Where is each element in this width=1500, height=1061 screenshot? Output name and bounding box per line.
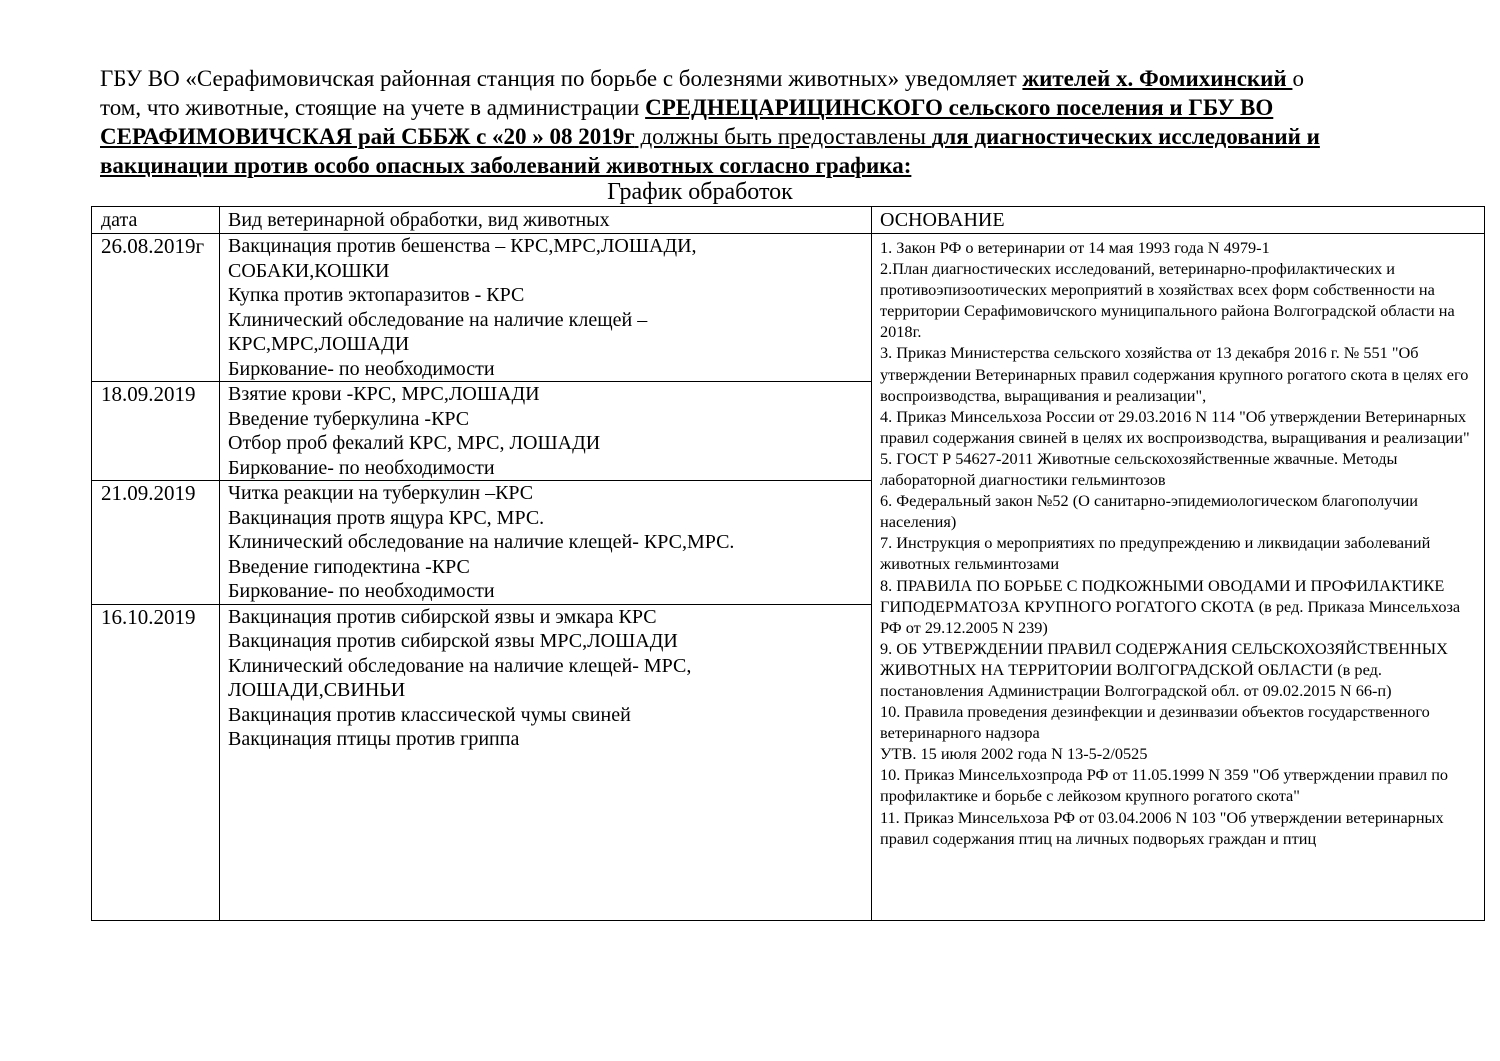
treatment-line: Отбор проб фекалий КРС, МРС, ЛОШАДИ bbox=[228, 432, 601, 454]
treatment-line: КРС,МРС,ЛОШАДИ bbox=[228, 333, 410, 355]
treatment-line: Вакцинация птицы против гриппа bbox=[228, 728, 520, 750]
row-date: 18.09.2019 bbox=[92, 382, 220, 481]
notice-administration: СРЕДНЕЦАРИЦИНСКОГО сельского поселения и ГБУ ВО bbox=[645, 95, 1274, 120]
basis-item: 9. ОБ УТВЕРЖДЕНИИ ПРАВИЛ СОДЕРЖАНИЯ СЕЛЬСКОХОЗЯЙСТВЕННЫХ ЖИВОТНЫХ НА ТЕРРИТОРИИ ВОЛГОГРАДСКОЙ ОБЛАСТИ (в ред. постановления Администрации Волгоградской обл. от 09.02.2015 N 66-п) bbox=[880, 638, 1448, 700]
table-header-row bbox=[92, 207, 1485, 234]
notice-purpose-2: вакцинации против особо опасных заболеваний животных согласно графика: bbox=[100, 153, 912, 178]
basis-item: 7. Инструкция о мероприятиях по предупреждению и ликвидации заболеваний животных гельминтозами bbox=[880, 533, 1431, 574]
notice-purpose-1: для диагностических исследований и bbox=[931, 124, 1320, 149]
notice-target-settlement: жителей х. Фомихинский bbox=[1022, 66, 1293, 91]
basis-item: 1. Закон РФ о ветеринарии от 14 мая 1993 года N 4979-1 bbox=[880, 238, 1270, 257]
treatment-line: Клинический обследование на наличие клещей- МРС, bbox=[228, 654, 692, 677]
basis-item: 11. Приказ Минсельхоза РФ от 03.04.2006 N 103 "Об утверждении ветеринарных правил содержания птиц на личных подворьях граждан и птиц bbox=[880, 807, 1444, 848]
notice-org-date: СЕРАФИМОВИЧСКАЯ рай СББЖ с «20 » 08 2019г bbox=[100, 124, 635, 149]
treatment-line: Вакцинация против сибирской язвы и эмкара КРС bbox=[228, 605, 657, 628]
treatment-line: Введение гиподектина -КРС bbox=[228, 555, 470, 578]
basis-item: 2.План диагностических исследований, ветеринарно-профилактических и противоэпизоотических мероприятий в хозяйствах всех форм собственности на территории Серафимовичского муниципального района Волгоградской области на 2018г. bbox=[880, 259, 1455, 342]
row-date: 21.09.2019 bbox=[92, 481, 220, 605]
notice-paragraph bbox=[100, 64, 1472, 180]
treatment-line: Биркование- по необходимости bbox=[228, 456, 495, 479]
treatment-line: Биркование- по необходимости bbox=[228, 357, 495, 380]
row-treatments bbox=[220, 604, 872, 920]
treatment-line: Клинический обследование на наличие клещей- КРС,МРС. bbox=[228, 531, 735, 553]
header-basis: ОСНОВАНИЕ bbox=[872, 207, 1485, 234]
notice-text-2: том, что животные, стоящие на учете в администрации bbox=[100, 95, 646, 120]
treatment-line: Клинический обследование на наличие клещей – bbox=[228, 308, 648, 331]
basis-item: 5. ГОСТ Р 54627-2011 Животные сельскохозяйственные жвачные. Методы лабораторной диагностики гельминтозов bbox=[880, 448, 1398, 490]
treatment-line: Вакцинация протв ящура КРС, МРС. bbox=[228, 506, 545, 529]
row-date: 16.10.2019 bbox=[92, 604, 220, 920]
table-row bbox=[92, 234, 1485, 382]
treatment-line: Взятие крови -КРС, МРС,ЛОШАДИ bbox=[228, 383, 540, 405]
notice-intro bbox=[100, 64, 1472, 180]
basis-list bbox=[872, 234, 1485, 921]
notice-text-3: должны быть предоставлены bbox=[634, 124, 932, 149]
row-treatments bbox=[220, 382, 872, 481]
header-date: дата bbox=[92, 207, 220, 234]
basis-item: 4. Приказ Минсельхоза России от 29.03.2016 N 114 "Об утверждении Ветеринарных правил содержания свиней в целях их воспроизводства, выращивания и реализации" bbox=[880, 406, 1470, 447]
header-treatment: Вид ветеринарной обработки, вид животных bbox=[220, 207, 872, 234]
treatment-line: Вакцинация против классической чумы свиней bbox=[228, 703, 631, 726]
schedule-table bbox=[91, 206, 1485, 921]
basis-item: 8. ПРАВИЛА ПО БОРЬБЕ С ПОДКОЖНЫМИ ОВОДАМИ И ПРОФИЛАКТИКЕ ГИПОДЕРМАТОЗА КРУПНОГО РОГАТОГО СКОТА (в ред. Приказа Минсельхоза РФ от 29.12.2005 N 239) bbox=[880, 575, 1461, 637]
basis-item: 10. Правила проведения дезинфекции и дезинвазии объектов государственного ветеринарного надзора bbox=[880, 702, 1430, 743]
basis-item: 6. Федеральный закон №52 (О санитарно-эпидемиологическом благополучии населения) bbox=[880, 491, 1419, 532]
notice-text-tail: о bbox=[1292, 66, 1304, 91]
basis-item: 10. Приказ Минсельхозпрода РФ от 11.05.1999 N 359 "Об утверждении правил по профилактике и борьбе с лейкозом крупного рогатого скота" bbox=[880, 765, 1449, 806]
basis-item: УТВ. 15 июля 2002 года N 13-5-2/0525 bbox=[880, 744, 1148, 764]
table-title: График обработок bbox=[607, 179, 793, 205]
treatment-line: Вакцинация против сибирской язвы МРС,ЛОШАДИ bbox=[228, 630, 678, 652]
treatment-line: ЛОШАДИ,СВИНЬИ bbox=[228, 679, 406, 701]
row-date: 26.08.2019г bbox=[92, 234, 220, 382]
notice-org-text: ГБУ ВО «Серафимовичская районная станция по борьбе с болезнями животных» уведомляет bbox=[100, 66, 1023, 91]
basis-item: 3. Приказ Министерства сельского хозяйства от 13 декабря 2016 г. № 551 "Об утверждении Ветеринарных правил содержания крупного рогатого скота в целях его воспроизводства, выращивания и реализации", bbox=[880, 343, 1469, 405]
treatment-line: СОБАКИ,КОШКИ bbox=[228, 259, 390, 282]
treatment-line: Биркование- по необходимости bbox=[228, 580, 495, 602]
treatment-line: Введение туберкулина -КРС bbox=[228, 407, 470, 430]
treatment-line: Вакцинация против бешенства – КРС,МРС,ЛОШАДИ, bbox=[228, 235, 697, 257]
row-treatments bbox=[220, 234, 872, 382]
treatment-line: Купка против эктопаразитов - КРС bbox=[228, 284, 525, 306]
row-treatments bbox=[220, 481, 872, 605]
treatment-line: Читка реакции на туберкулин –КРС bbox=[228, 482, 534, 504]
